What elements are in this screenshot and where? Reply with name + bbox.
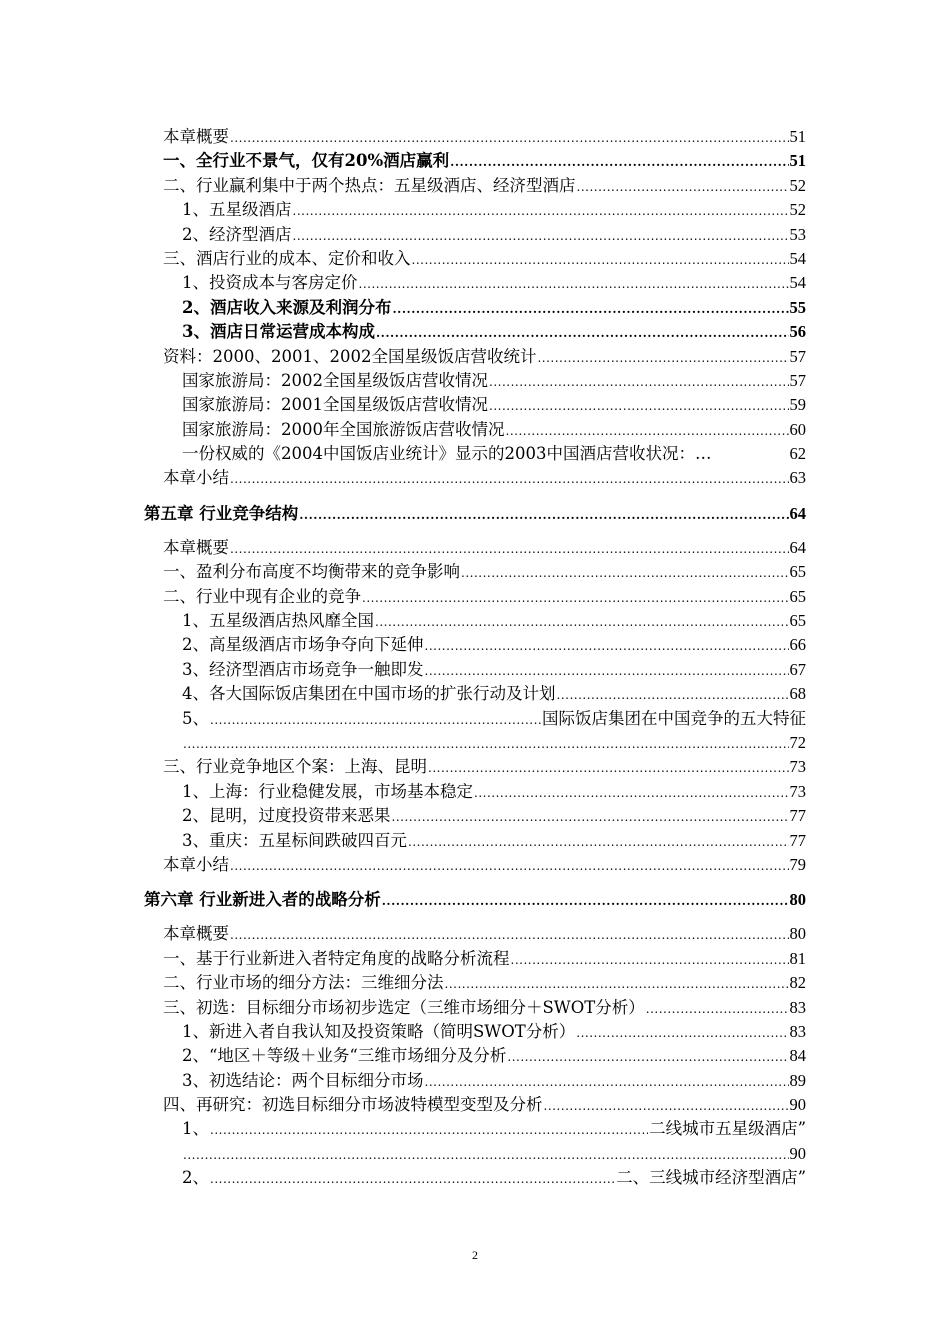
toc-page-number: 57 [789,370,806,390]
toc-entry-label: 二、行业赢利集中于两个热点：五星级酒店、经济型酒店 [163,175,576,195]
toc-leader-dots [230,923,789,947]
toc-page-number: 73 [789,781,806,801]
toc-entry-label: 2、“地区＋等级＋业务“三维市场细分及分析 [182,1046,507,1066]
toc-entry[interactable] [144,418,806,442]
toc-leader-dots [210,708,541,732]
toc-entry[interactable] [144,247,806,271]
toc-page-number: 60 [789,419,806,439]
toc-leader-dots [544,1094,789,1118]
toc-leader-dots [230,537,789,561]
toc-page-number: 54 [789,248,806,268]
toc-leader-dots [489,370,789,394]
toc-entry[interactable] [144,296,806,320]
toc-entry-label: 2、高星级酒店市场争夺向下延伸 [182,635,424,655]
toc-page-number: 59 [789,395,806,415]
toc-entry-label: 一、全行业不景气，仅有20%酒店赢利 [163,151,450,171]
toc-entry-label: 3、酒店日常运营成本构成 [182,322,375,342]
toc-leader-dots [537,346,788,370]
toc-entry[interactable] [144,1020,806,1044]
toc-entry-label-tail: 国际饭店集团在中国竞争的五大特征 [542,708,806,728]
toc-entry-label: 1、 [182,1119,209,1139]
toc-entry-label: 一、基于行业新进入者特定角度的战略分析流程 [163,948,510,968]
toc-page-number: 63 [789,468,806,488]
toc-entry-label: 1、五星级酒店 [182,200,292,220]
toc-leader-dots [445,972,789,996]
toc-entry-label: 本章概要 [163,127,229,146]
toc-entry-label: 本章小结 [163,468,229,488]
toc-entry-label: 3、初选结论：两个目标细分市场 [182,1070,424,1090]
toc-leader-dots [425,659,789,683]
toc-entry[interactable] [144,996,806,1020]
toc-entry-label: 资料：2000、2001、2002全国星级饭店营收统计 [163,346,537,366]
toc-page-number: 65 [789,562,806,582]
toc-entry[interactable] [144,829,806,853]
table-of-contents [144,125,806,1191]
toc-page-number: 68 [789,684,806,704]
toc-entry[interactable] [144,658,806,682]
toc-entry-label: 三、行业竞争地区个案：上海、昆明 [163,757,427,777]
toc-entry[interactable] [144,780,806,804]
toc-entry-label: 国家旅游局：2001全国星级饭店营收情况 [182,395,488,415]
toc-page-number: 65 [789,611,806,631]
toc-page-number: 65 [789,586,806,606]
toc-leader-dots [299,503,788,528]
toc-page-number: 82 [789,973,806,993]
toc-page-number: 83 [789,997,806,1017]
toc-entry-label: 一份权威的《2004中国饭店业统计》显示的2003中国酒店营收状况：… [182,444,712,464]
toc-entry[interactable] [144,1069,806,1093]
toc-entry-label: 二、行业市场的细分方法：三维细分法 [163,973,444,993]
toc-entry-label: 四、再研究：初选目标细分市场波特模型变型及分析 [163,1095,543,1115]
toc-entry[interactable] [144,271,806,295]
toc-page-number: 67 [789,659,806,679]
toc-entry[interactable] [144,731,806,755]
toc-page-number: 90 [789,1143,806,1163]
toc-leader-dots [230,854,789,878]
toc-page-number: 77 [789,830,806,850]
toc-leader-dots [293,224,789,248]
toc-entry-label: 三、初选：目标细分市场初步选定（三维市场细分＋SWOT分析） [163,997,645,1017]
toc-page-number: 51 [789,127,806,146]
toc-leader-dots [408,830,789,854]
toc-entry[interactable] [144,393,806,417]
toc-entry-label: 1、上海：行业稳健发展，市场基本稳定 [182,781,473,801]
toc-page-number: 90 [789,1095,806,1115]
toc-leader-dots [362,586,789,610]
toc-entry-label: 3、重庆：五星标间跌破四百元 [182,830,407,850]
toc-leader-dots [412,248,789,272]
toc-entry-label: 本章概要 [163,537,229,557]
toc-entry[interactable] [144,1117,806,1141]
toc-leader-dots [392,297,788,321]
toc-entry[interactable] [144,585,806,609]
toc-entry-label: 第五章 行业竞争结构 [144,503,299,523]
toc-page-number: 62 [789,444,806,464]
toc-page-number: 72 [789,732,806,752]
toc-entry[interactable] [144,198,806,222]
toc-chapter-heading[interactable] [144,887,806,912]
toc-entry[interactable] [144,755,806,779]
toc-entry[interactable] [144,633,806,657]
toc-page-number: 83 [789,1021,806,1041]
toc-entry[interactable] [144,682,806,706]
toc-page-number: 84 [789,1046,806,1066]
toc-page-number: 89 [789,1070,806,1090]
toc-page-number: 80 [789,924,806,944]
toc-entry-label: 1、新进入者自我认知及投资策略（简明SWOT分析） [182,1021,576,1041]
toc-leader-dots [506,419,789,443]
toc-leader-dots [489,394,789,418]
toc-page-number: 54 [789,273,806,293]
toc-leader-dots [382,889,789,914]
toc-leader-dots [230,126,789,150]
toc-page-number: 64 [789,503,806,523]
toc-page-number: 81 [789,948,806,968]
toc-leader-dots [474,781,789,805]
toc-leader-dots [507,1045,788,1069]
toc-leader-dots [450,150,788,174]
toc-entry[interactable] [144,174,806,198]
toc-chapter-heading[interactable] [144,501,806,526]
toc-entry-label: 2、酒店收入来源及利润分布 [182,297,392,317]
toc-entry[interactable] [144,442,806,466]
page-number: 2 [472,1248,478,1262]
toc-leader-dots [428,756,789,780]
toc-page-number: 77 [789,806,806,826]
toc-entry-label-tail: 二、三线城市经济型酒店” [616,1168,806,1188]
toc-entry[interactable] [144,536,806,560]
toc-leader-dots [425,634,789,658]
toc-entry[interactable] [144,1093,806,1117]
toc-page-number: 80 [789,890,806,910]
toc-leader-dots [576,1021,788,1045]
toc-page-number: 66 [789,635,806,655]
toc-entry[interactable] [144,466,806,490]
toc-entry-label: 4、各大国际饭店集团在中国市场的扩张行动及计划 [182,684,556,704]
toc-page-number: 55 [789,297,806,317]
toc-entry[interactable] [144,125,806,149]
toc-entry[interactable] [144,947,806,971]
toc-leader-dots [375,610,789,634]
toc-entry[interactable] [144,609,806,633]
toc-entry-label: 本章概要 [163,924,229,944]
toc-entry[interactable] [144,345,806,369]
toc-leader-dots [210,1118,648,1142]
toc-leader-dots [230,467,789,491]
toc-leader-dots [425,1070,789,1094]
toc-page-number: 73 [789,757,806,777]
toc-entry-label: 三、酒店行业的成本、定价和收入 [163,248,411,268]
toc-entry-label: 2、经济型酒店 [182,224,292,244]
toc-leader-dots [461,561,789,585]
toc-leader-dots [210,1167,615,1191]
toc-entry-label-tail: 二线城市五星级酒店” [649,1119,806,1139]
toc-entry-label: 一、盈利分布高度不均衡带来的竞争影响 [163,562,460,582]
toc-entry-label: 本章小结 [163,854,229,874]
toc-leader-dots [183,1143,789,1167]
toc-entry[interactable] [144,707,806,731]
toc-leader-dots [557,683,789,707]
toc-entry-label: 1、投资成本与客房定价 [182,273,358,293]
toc-entry[interactable] [144,971,806,995]
toc-page-number: 52 [789,175,806,195]
toc-entry-label: 国家旅游局：2000年全国旅游饭店营收情况 [182,419,505,439]
toc-entry-label: 1、五星级酒店热风靡全国 [182,611,374,631]
toc-entry[interactable] [144,1166,806,1190]
toc-leader-dots [359,272,789,296]
toc-entry[interactable] [144,922,806,946]
toc-entry-label: 2、昆明，过度投资带来恶果 [182,806,391,826]
toc-entry[interactable] [144,1142,806,1166]
toc-entry-label: 国家旅游局：2002全国星级饭店营收情况 [182,370,488,390]
toc-entry[interactable] [144,149,806,173]
toc-leader-dots [577,175,789,199]
toc-entry[interactable] [144,1044,806,1068]
toc-entry-label: 二、行业中现有企业的竞争 [163,586,361,606]
toc-entry[interactable] [144,369,806,393]
toc-entry[interactable] [144,804,806,828]
toc-entry[interactable] [144,320,806,344]
toc-page-number: 51 [789,151,806,171]
toc-page-number: 52 [789,200,806,220]
toc-entry[interactable] [144,223,806,247]
toc-page-number: 79 [789,854,806,874]
toc-leader-dots [183,732,789,756]
toc-leader-dots [511,948,789,972]
toc-entry[interactable] [144,853,806,877]
toc-page-number: 57 [789,346,806,366]
toc-leader-dots [392,805,789,829]
toc-page-number: 64 [789,537,806,557]
toc-leader-dots [376,321,789,345]
toc-entry-label: 5、 [182,708,209,728]
toc-entry-label: 2、 [182,1168,209,1188]
toc-leader-dots [646,997,789,1021]
toc-entry-label: 第六章 行业新进入者的战略分析 [144,890,381,910]
toc-page-number: 56 [789,322,806,342]
toc-entry[interactable] [144,560,806,584]
toc-entry-label: 3、经济型酒店市场竞争一触即发 [182,659,424,679]
toc-page-number: 53 [789,224,806,244]
toc-leader-dots [293,199,789,223]
